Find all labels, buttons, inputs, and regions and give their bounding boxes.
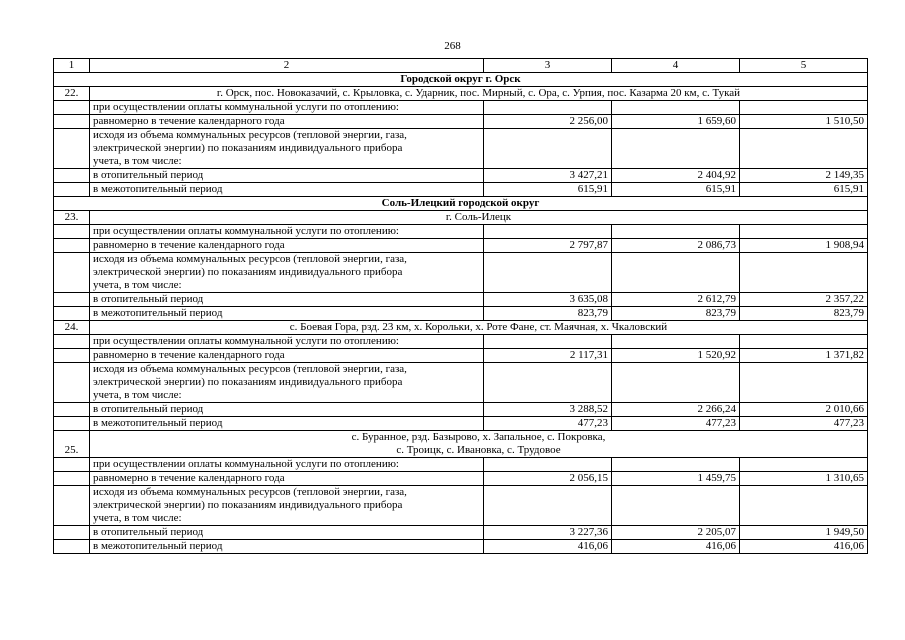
row-label (90, 115, 484, 129)
table-row (54, 101, 868, 115)
text-line: с. Троицк, с. Ивановка, с. Трудовое (396, 444, 561, 456)
text-line: в отопительный период (93, 403, 204, 415)
value-cell (612, 363, 740, 403)
value-cell: 1 520,92 (612, 349, 740, 363)
value-cell: 2 357,22 (740, 293, 868, 307)
table-row (54, 183, 868, 197)
row-label (90, 540, 484, 554)
table-row (54, 335, 868, 349)
text-line: г. Орск, пос. Новоказачий, с. Крыловка, с. Ударник, пос. Мирный, с. Ора, с. Урпия, пос. Казарма 20 км, с. Тукай (216, 87, 741, 99)
text-line: в отопительный период (93, 293, 204, 305)
empty-cell (54, 253, 90, 293)
header-cell: 5 (740, 59, 868, 73)
value-cell (740, 225, 868, 239)
value-cell: 2 205,07 (612, 526, 740, 540)
empty-cell (54, 115, 90, 129)
text-line: при осуществлении оплаты коммунальной услуги по отоплению: (93, 101, 399, 113)
value-cell: 1 949,50 (740, 526, 868, 540)
header-cell: 4 (612, 59, 740, 73)
locality-row (54, 431, 868, 458)
localities (90, 211, 868, 225)
table-row (54, 253, 868, 293)
text-line: в межотопительный период (93, 540, 223, 552)
row-label (90, 307, 484, 321)
table-row (54, 486, 868, 526)
entry-number: 22. (54, 87, 90, 101)
row-label (90, 253, 484, 293)
text-line: в отопительный период (93, 169, 204, 181)
value-cell: 2 056,15 (484, 472, 612, 486)
table-row (54, 129, 868, 169)
empty-cell (54, 183, 90, 197)
header-cell: 1 (54, 59, 90, 73)
text-line: электрической энергии) по показаниям индивидуального прибора (93, 376, 403, 388)
value-cell: 2 086,73 (612, 239, 740, 253)
value-cell: 615,91 (740, 183, 868, 197)
empty-cell (54, 540, 90, 554)
value-cell (612, 253, 740, 293)
table-row (54, 293, 868, 307)
table-row (54, 225, 868, 239)
value-cell: 1 310,65 (740, 472, 868, 486)
row-label (90, 129, 484, 169)
text-line: исходя из объема коммунальных ресурсов (тепловой энергии, газа, (93, 129, 407, 141)
value-cell: 3 288,52 (484, 403, 612, 417)
section-row (54, 73, 868, 87)
table-row (54, 307, 868, 321)
entry-number: 23. (54, 211, 90, 225)
empty-cell (54, 349, 90, 363)
empty-cell (54, 472, 90, 486)
value-cell (740, 486, 868, 526)
empty-cell (54, 307, 90, 321)
header-row (54, 59, 868, 73)
value-cell: 416,06 (740, 540, 868, 554)
localities (90, 87, 868, 101)
text-line: исходя из объема коммунальных ресурсов (тепловой энергии, газа, (93, 486, 407, 498)
text-line: при осуществлении оплаты коммунальной услуги по отоплению: (93, 335, 399, 347)
value-cell: 1 459,75 (612, 472, 740, 486)
page-number: 268 (444, 40, 461, 52)
empty-cell (54, 403, 90, 417)
entry-number: 25. (54, 431, 90, 458)
value-cell: 1 371,82 (740, 349, 868, 363)
empty-cell (54, 225, 90, 239)
value-cell: 3 635,08 (484, 293, 612, 307)
value-cell (740, 253, 868, 293)
value-cell: 823,79 (740, 307, 868, 321)
value-cell: 2 266,24 (612, 403, 740, 417)
value-cell: 1 908,94 (740, 239, 868, 253)
value-cell: 477,23 (740, 417, 868, 431)
localities (90, 321, 868, 335)
text-line: с. Буранное, рзд. Базырово, х. Запальное, с. Покровка, (351, 431, 606, 443)
text-line: электрической энергии) по показаниям индивидуального прибора (93, 142, 403, 154)
value-cell (612, 458, 740, 472)
value-cell: 2 797,87 (484, 239, 612, 253)
row-label (90, 293, 484, 307)
section-row (54, 197, 868, 211)
table-row (54, 239, 868, 253)
table-row (54, 526, 868, 540)
value-cell (612, 101, 740, 115)
text-line: исходя из объема коммунальных ресурсов (тепловой энергии, газа, (93, 253, 407, 265)
text-line: учета, в том числе: (93, 512, 182, 524)
value-cell: 477,23 (484, 417, 612, 431)
table-row (54, 458, 868, 472)
text-line: равномерно в течение календарного года (93, 239, 285, 251)
text-line: учета, в том числе: (93, 389, 182, 401)
row-label (90, 239, 484, 253)
value-cell: 2 010,66 (740, 403, 868, 417)
text-line: равномерно в течение календарного года (93, 115, 285, 127)
row-label (90, 169, 484, 183)
row-label (90, 363, 484, 403)
header-cell: 2 (90, 59, 484, 73)
text-line: исходя из объема коммунальных ресурсов (тепловой энергии, газа, (93, 363, 407, 375)
row-label (90, 225, 484, 239)
row-label (90, 183, 484, 197)
table-row (54, 115, 868, 129)
value-cell (484, 486, 612, 526)
value-cell: 615,91 (484, 183, 612, 197)
empty-cell (54, 458, 90, 472)
locality-row (54, 211, 868, 225)
value-cell: 477,23 (612, 417, 740, 431)
empty-cell (54, 526, 90, 540)
text-line: равномерно в течение календарного года (93, 349, 285, 361)
value-cell: 3 427,21 (484, 169, 612, 183)
table-row (54, 417, 868, 431)
entry-number: 24. (54, 321, 90, 335)
value-cell: 3 227,36 (484, 526, 612, 540)
text-line: учета, в том числе: (93, 279, 182, 291)
value-cell (484, 225, 612, 239)
empty-cell (54, 239, 90, 253)
empty-cell (54, 129, 90, 169)
value-cell (484, 458, 612, 472)
row-label (90, 403, 484, 417)
section-title: Городской округ г. Орск (54, 73, 868, 87)
row-label (90, 101, 484, 115)
value-cell: 2 256,00 (484, 115, 612, 129)
value-cell: 2 149,35 (740, 169, 868, 183)
empty-cell (54, 101, 90, 115)
text-line: электрической энергии) по показаниям индивидуального прибора (93, 266, 403, 278)
tariff-table (53, 58, 868, 554)
value-cell (484, 253, 612, 293)
row-label (90, 486, 484, 526)
text-line: в межотопительный период (93, 417, 223, 429)
value-cell (740, 129, 868, 169)
empty-cell (54, 417, 90, 431)
value-cell (612, 225, 740, 239)
text-line: г. Соль-Илецк (445, 211, 512, 223)
value-cell (484, 335, 612, 349)
text-line: при осуществлении оплаты коммунальной услуги по отоплению: (93, 458, 399, 470)
value-cell: 823,79 (612, 307, 740, 321)
text-line: в межотопительный период (93, 183, 223, 195)
value-cell: 1 510,50 (740, 115, 868, 129)
value-cell (740, 335, 868, 349)
value-cell (484, 363, 612, 403)
header-cell: 3 (484, 59, 612, 73)
locality-row (54, 87, 868, 101)
value-cell: 416,06 (612, 540, 740, 554)
text-line: равномерно в течение календарного года (93, 472, 285, 484)
value-cell (484, 101, 612, 115)
value-cell: 2 612,79 (612, 293, 740, 307)
empty-cell (54, 293, 90, 307)
value-cell: 823,79 (484, 307, 612, 321)
table-row (54, 169, 868, 183)
empty-cell (54, 363, 90, 403)
value-cell (612, 486, 740, 526)
text-line: при осуществлении оплаты коммунальной услуги по отоплению: (93, 225, 399, 237)
row-label (90, 349, 484, 363)
text-line: электрической энергии) по показаниям индивидуального прибора (93, 499, 403, 511)
table-row (54, 363, 868, 403)
empty-cell (54, 486, 90, 526)
value-cell: 2 404,92 (612, 169, 740, 183)
value-cell: 1 659,60 (612, 115, 740, 129)
text-line: в отопительный период (93, 526, 204, 538)
row-label (90, 472, 484, 486)
table-row (54, 540, 868, 554)
value-cell: 2 117,31 (484, 349, 612, 363)
value-cell: 416,06 (484, 540, 612, 554)
row-label (90, 417, 484, 431)
locality-row (54, 321, 868, 335)
value-cell (612, 335, 740, 349)
localities (90, 431, 868, 458)
table-row (54, 349, 868, 363)
section-title: Соль-Илецкий городской округ (54, 197, 868, 211)
text-line: в межотопительный период (93, 307, 223, 319)
table-row (54, 403, 868, 417)
value-cell (612, 129, 740, 169)
row-label (90, 526, 484, 540)
empty-cell (54, 169, 90, 183)
value-cell (740, 458, 868, 472)
table-row (54, 472, 868, 486)
value-cell (740, 363, 868, 403)
value-cell (740, 101, 868, 115)
text-line: учета, в том числе: (93, 155, 182, 167)
value-cell (484, 129, 612, 169)
row-label (90, 458, 484, 472)
text-line: с. Боевая Гора, рзд. 23 км, х. Корольки, х. Роте Фане, ст. Маячная, х. Чкаловский (289, 321, 668, 333)
row-label (90, 335, 484, 349)
value-cell: 615,91 (612, 183, 740, 197)
empty-cell (54, 335, 90, 349)
